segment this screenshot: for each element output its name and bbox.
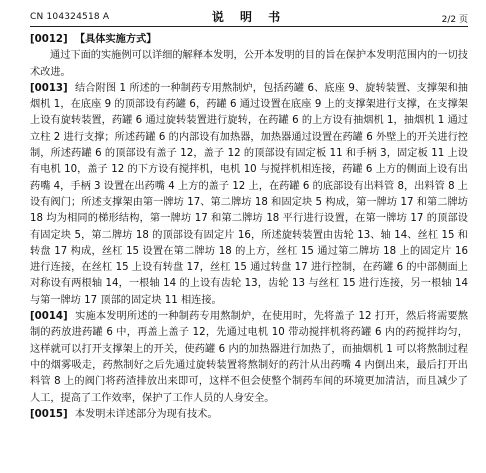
page-number: 2/2 页 [441, 15, 468, 25]
paragraph-tag: [0012] [30, 34, 68, 45]
document-id: CN 104324518 A [30, 12, 110, 22]
paragraph-0013 [30, 81, 468, 309]
paragraph-text: 结合附图 1 所述的一种制药专用熬制炉，包括药罐 6、底座 9、旋转装置、支撑架和抽烟机 1，在底座 9 的顶部设有药罐 6，药罐 6 通过设置在底座 9 上的支撑架进行支撑，在支撑架上设有旋转装置，药罐 6 通过旋转装置进行旋转，在药罐 6 的上方设有抽烟机 1，抽烟机 1 通过立柱 2 进行支撑；所述药罐 6 的内部设有加热器，加热器通过设置在药罐 6 外壁上的开关进行控制，所述药罐 6 的顶部设有盖子 12，盖子 12 的顶部设有固定板 11 和手柄 3，固定板 11 上设有电机 10，盖子 12 的下方设有搅拌机，电机 10 与搅拌机相连接，药罐 6 上方的侧面上设有出药嘴 4，手柄 3 设置在出药嘴 4 上方的盖子 12 上，在药罐 6 的底部设有出料管 8，出料管 8 上设有阀门；所述支撑架由第一牌坊 17、第二牌坊 18 和固定块 5 构成，第一牌坊 17 和第二牌坊 18 均为相同的梯形结构，第一牌坊 17 和第二牌坊 18 平行进行设置，在第一牌坊 17 的顶部设有固定块 5，第二牌坊 18 的顶部设有固定片 16，所述旋转装置由齿轮 13、轴 14、丝杠 15 和转盘 17 构成，丝杠 15 设置在第二牌坊 18 的上方，丝杠 15 通过第二牌坊 18 上的固定片 16 进行连接，在丝杠 15 上设有转盘 17，丝杠 15 通过转盘 17 进行控制，在药罐 6 的中部侧面上对称设有两根轴 14，一根轴 14 的上设有齿轮 13，齿轮 13 与丝杠 15 进行连接，另一根轴 14 与第一牌坊 17 顶部的固定块 11 相连接。 [30, 82, 468, 306]
document-body [30, 32, 468, 423]
paragraph-text: 实施本发明所述的一种制药专用熬制炉，在使用时，先将盖子 12 打开，然后将需要熬制的药放进药罐 6 中，再盖上盖子 12，先通过电机 10 带动搅拌机将药罐 6 内的药搅拌均匀，这样就可以打开支撑架上的开关，使药罐 6 内的加热器进行加热了，而抽烟机 1 可以将熬制过程中的烟雾吸走，药熬制好之后先通过旋转装置将熬制好的药汁从出药嘴 4 内倒出来，最后打开出料管 8 上的阀门将药渣排放出来即可，这样不但会使整个制药车间的环境更加清洁，而且减少了人工，提高了工作效率，保护了工作人员的人身安全。 [30, 311, 468, 404]
paragraph-0014 [30, 309, 468, 407]
paragraph-intro [30, 48, 468, 81]
page-title: 说 明 书 [211, 10, 287, 24]
paragraph-0015 [30, 407, 468, 423]
section-title: 【具体实施方式】 [74, 34, 157, 45]
paragraph-tag: [0015] [30, 408, 68, 420]
paragraph-tag: [0014] [30, 311, 68, 323]
header-rule [30, 26, 468, 27]
paragraph-0012 [30, 32, 468, 48]
paragraph-text: 本发明未详述部分为现有技术。 [74, 408, 218, 420]
paragraph-tag: [0013] [30, 82, 68, 94]
paragraph-text: 通过下面的实施例可以详细的解释本发明，公开本发明的目的旨在保护本发明范围内的一切技术改进。 [30, 50, 468, 78]
page-header [30, 6, 468, 26]
